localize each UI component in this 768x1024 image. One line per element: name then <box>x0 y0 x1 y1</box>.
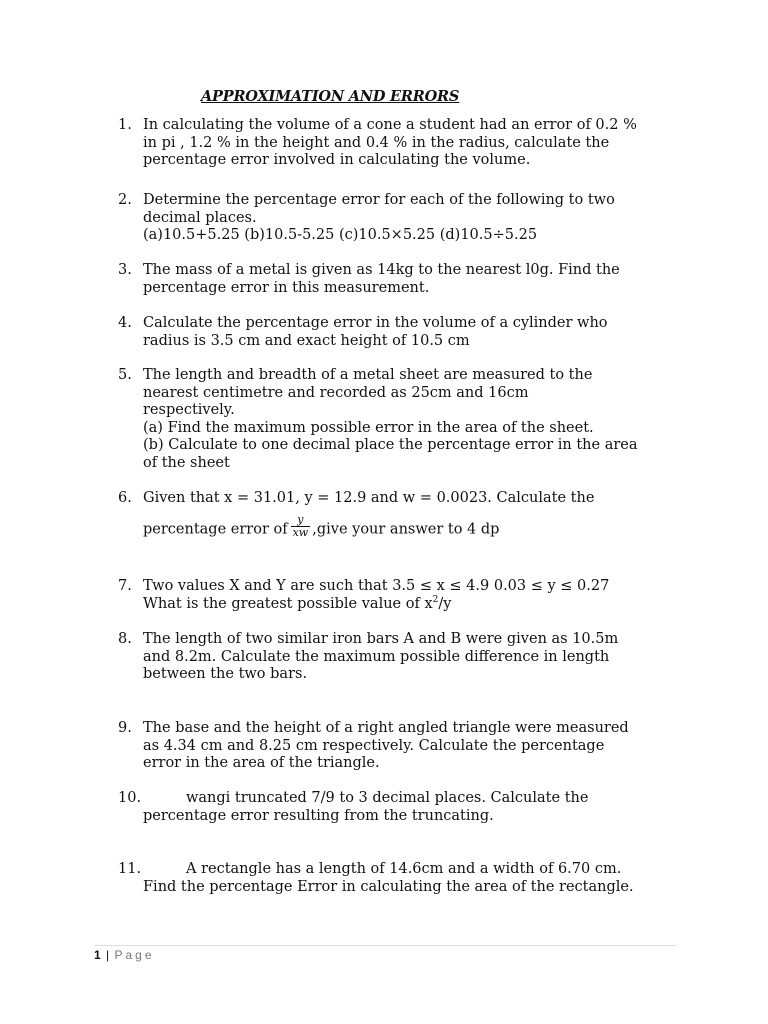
question-text-line: (a)10.5+5.25 (b)10.5-5.25 (c)10.5×5.25 (d)10.5÷5.25 <box>143 227 538 243</box>
footer-separator: | <box>106 948 110 962</box>
question-number: 6. <box>118 490 132 506</box>
question-2 <box>118 192 698 245</box>
question-text: /y <box>438 595 452 612</box>
question-text-line: The length of two similar iron bars A and B were given as 10.5m <box>143 631 619 647</box>
question-text-line: The mass of a metal is given as 14kg to the nearest l0g. Find the <box>143 262 620 278</box>
question-text-line: Two values X and Y are such that 3.5 ≤ x ≤ 4.9 0.03 ≤ y ≤ 0.27 <box>143 578 610 594</box>
question-text-line: in pi , 1.2 % in the height and 0.4 % in the radius, calculate the <box>143 134 610 151</box>
question-text-line: The length and breadth of a metal sheet are measured to the <box>143 367 593 383</box>
question-text-line: Given that x = 31.01, y = 12.9 and w = 0.0023. Calculate the <box>143 490 595 506</box>
question-number: 9. <box>118 720 132 736</box>
question-text-line <box>143 596 698 614</box>
question-text-line: decimal places. <box>143 209 257 226</box>
question-10 <box>118 790 698 825</box>
question-8 <box>118 631 698 684</box>
question-7 <box>118 578 698 613</box>
fraction-numerator: y <box>291 514 311 527</box>
question-text-line: and 8.2m. Calculate the maximum possible difference in length <box>143 648 610 665</box>
question-3 <box>118 262 698 297</box>
question-4 <box>118 315 698 350</box>
question-text-line: The base and the height of a right angled triangle were measured <box>143 720 629 736</box>
question-1 <box>118 117 698 170</box>
question-text-line: of the sheet <box>143 454 230 471</box>
question-text-line: respectively. <box>143 402 235 418</box>
question-text-line: percentage error involved in calculating the volume. <box>143 152 531 168</box>
question-number: 11. <box>118 861 142 877</box>
question-text: ,give your answer to 4 dp <box>312 521 500 537</box>
question-text-line: percentage error in this measurement. <box>143 279 430 296</box>
question-number: 3. <box>118 262 132 278</box>
question-6 <box>118 490 698 542</box>
page-label: Page <box>114 948 155 962</box>
page-footer <box>94 948 155 962</box>
question-9 <box>118 720 698 773</box>
superscript: 2 <box>432 594 439 605</box>
question-number: 1. <box>118 117 132 133</box>
question-text-line <box>143 512 698 542</box>
question-text-line: wangi truncated 7/9 to 3 decimal places. Calculate the <box>186 790 589 806</box>
fraction-denominator: xw <box>292 525 309 539</box>
question-text-line: (b) Calculate to one decimal place the percentage error in the area <box>143 437 638 453</box>
question-text-line: radius is 3.5 cm and exact height of 10.5 cm <box>143 332 470 349</box>
question-11 <box>118 861 698 896</box>
question-text-line: Determine the percentage error for each of the following to two <box>143 192 615 208</box>
question-text-line: as 4.34 cm and 8.25 cm respectively. Calculate the percentage <box>143 737 605 754</box>
question-text-line: Calculate the percentage error in the volume of a cylinder who <box>143 315 608 331</box>
question-text-line: Find the percentage Error in calculating the area of the rectangle. <box>143 878 634 895</box>
question-number: 8. <box>118 631 132 647</box>
question-number: 4. <box>118 315 132 331</box>
question-text-line: percentage error resulting from the truncating. <box>143 807 494 824</box>
question-number: 10. <box>118 790 142 806</box>
question-text-line: A rectangle has a length of 14.6cm and a width of 6.70 cm. <box>186 861 622 877</box>
question-5 <box>118 367 698 472</box>
question-text-line: (a) Find the maximum possible error in the area of the sheet. <box>143 419 594 436</box>
fraction <box>291 514 311 539</box>
page-number: 1 <box>94 948 101 962</box>
footer-divider <box>94 945 676 946</box>
question-text-line: In calculating the volume of a cone a student had an error of 0.2 % <box>143 117 637 133</box>
question-text: What is the greatest possible value of x <box>143 595 433 612</box>
question-text-line: error in the area of the triangle. <box>143 755 380 771</box>
question-number: 5. <box>118 367 132 383</box>
question-text-line: nearest centimetre and recorded as 25cm and 16cm <box>143 384 529 401</box>
question-number: 2. <box>118 192 132 208</box>
document-title: APPROXIMATION AND ERRORS <box>201 88 460 105</box>
question-number: 7. <box>118 578 132 594</box>
question-text: percentage error of <box>143 521 288 537</box>
question-text-line: between the two bars. <box>143 666 308 682</box>
